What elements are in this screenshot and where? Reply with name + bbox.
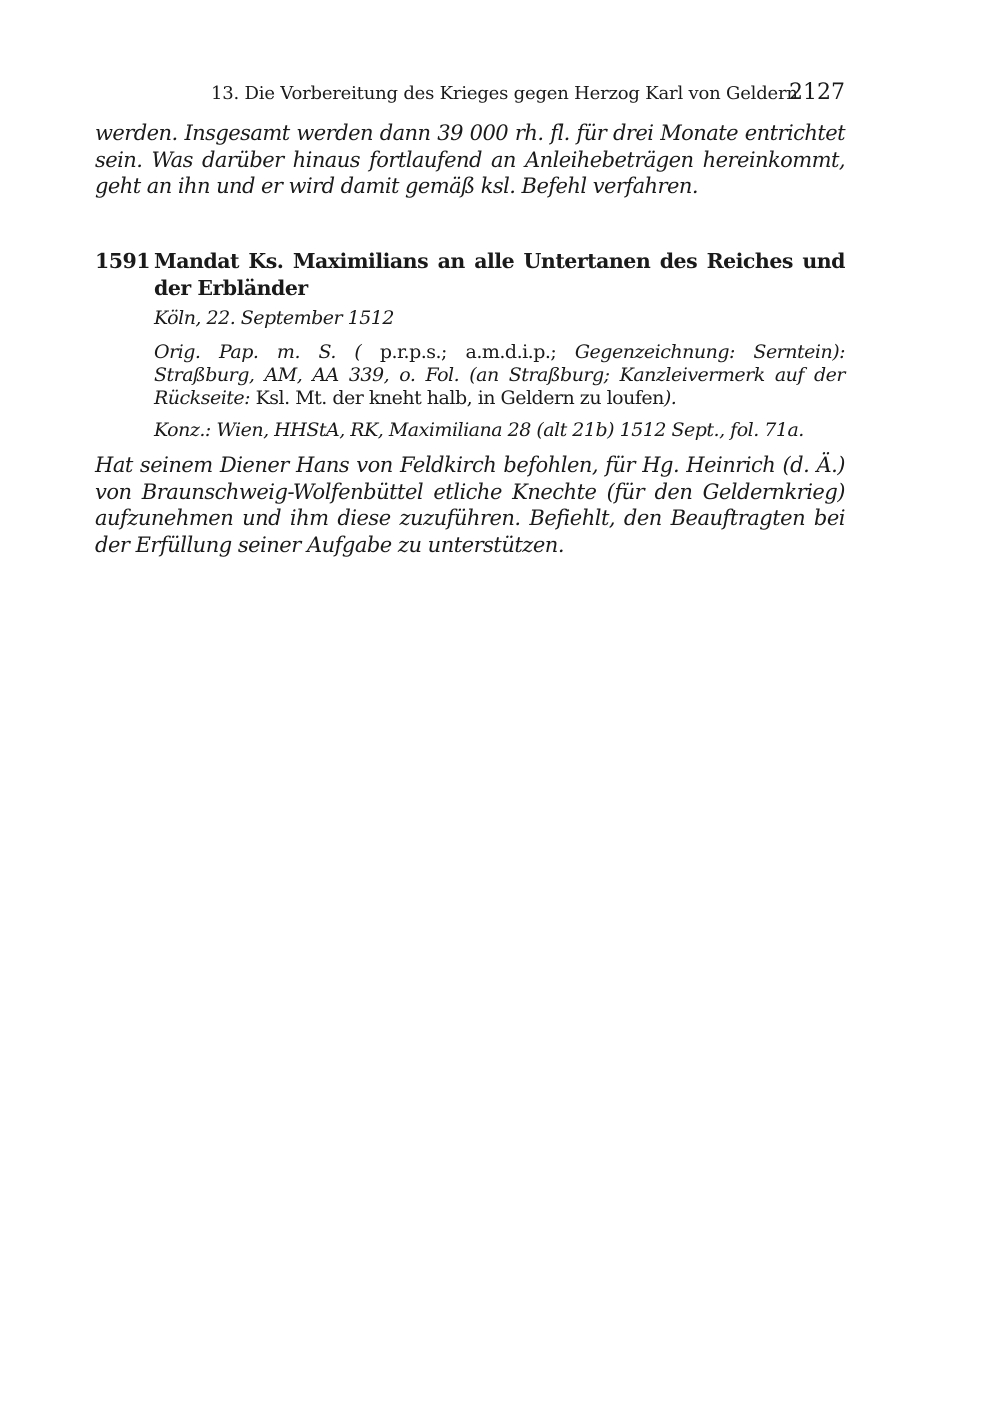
intro-paragraph: werden. Insgesamt werden dann 39 000 rh. fl. für drei Monate entrichtet sein. Was darüber hinaus fortlaufend an Anleihebeträgen hereinkommt, geht an ihn und er wird damit gemäß ksl. Befehl verfahren. <box>95 121 845 198</box>
running-head <box>95 80 845 108</box>
running-head-title: 13. Die Vorbereitung des Krieges gegen Herzog Karl von Geldern <box>211 83 798 104</box>
entry-concept-source: Konz.: Wien, HHStA, RK, Maximiliana 28 (alt 21b) 1512 Sept., fol. 71a. <box>154 419 804 441</box>
orig-part6: ). <box>663 387 677 409</box>
orig-part2: p.r.p.s.; <box>361 341 447 363</box>
entry-date-place: Köln, 22. September 1512 <box>154 307 394 329</box>
entry-number: 1591 <box>95 249 151 273</box>
entry-regest: Hat seinem Diener Hans von Feldkirch befohlen, für Hg. Heinrich (d. Ä.) von Braunschweig-Wolfenbüttel etliche Knechte (für den Geldernkrieg) aufzunehmen und ihm diese zuzuführen. Befiehlt, den Beauftragten bei der Erfüllung seiner Aufgabe zu unterstützen. <box>95 453 845 557</box>
entry-title: Mandat Ks. Maximilians an alle Untertanen des Reiches und der Erbländer <box>154 249 845 300</box>
orig-part5: Ksl. Mt. der kneht halb, in Geldern zu loufen <box>250 387 664 409</box>
entry-heading <box>95 248 845 301</box>
orig-part4: Gegenzeichnung: Serntein): Straßburg, AM, AA 339, o. Fol. (an Straßburg; Kanzleivermerk auf der Rückseite: <box>154 341 846 409</box>
page-number: 2127 <box>789 80 845 105</box>
orig-part1: Orig. Pap. m. S. ( <box>154 341 362 363</box>
entry-original-source <box>154 341 845 410</box>
orig-part3: a.m.d.i.p.; <box>446 341 557 363</box>
